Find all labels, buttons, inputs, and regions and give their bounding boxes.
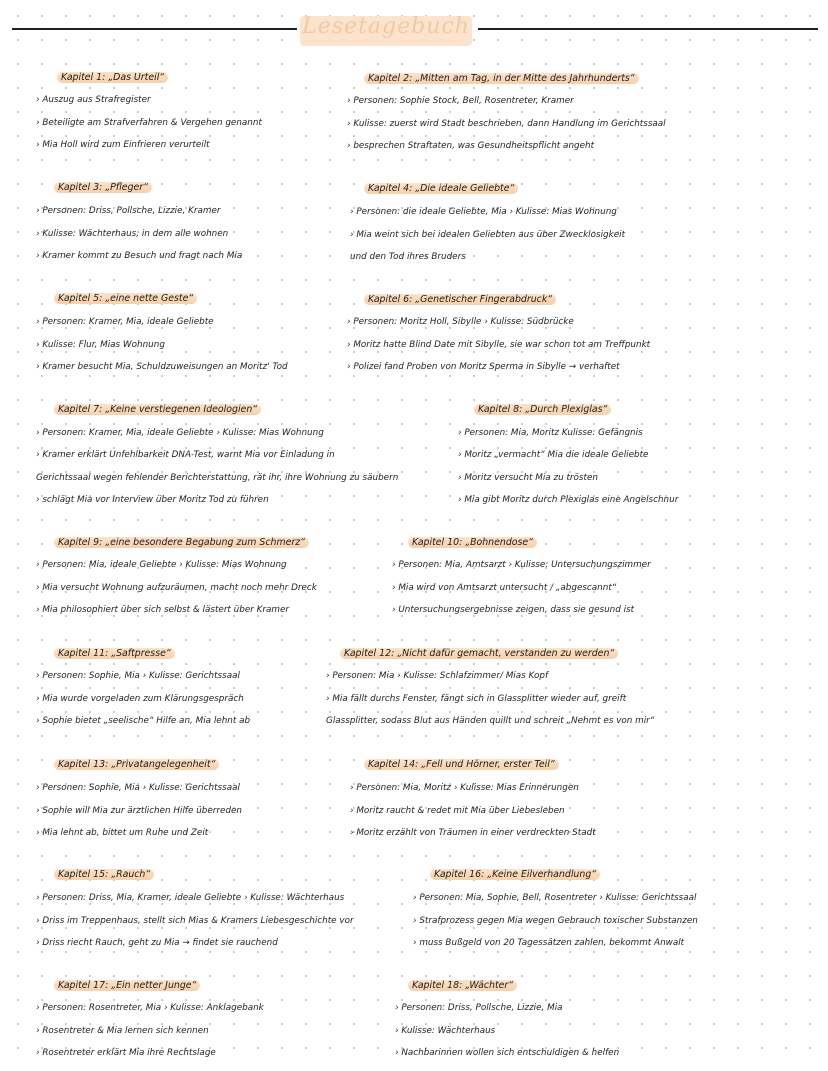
chapter-note-line: › Mia wird von Amtsarzt untersucht / „abgescannt“ <box>392 582 617 593</box>
chapter-note-line: › Moritz erzählt von Träumen in einer verdreckten Stadt <box>350 828 596 838</box>
chapter-note-line: › Strafprozess gegen Mia wegen Gebrauch toxischer Substanzen <box>413 915 698 926</box>
header-rule-left <box>12 28 297 30</box>
chapter-note-line: › Personen: Kramer, Mia, ideale Geliebte <box>36 317 214 327</box>
chapter-note-line: › Polizei fand Proben von Moritz Sperma in Sibylle → verhaftet <box>347 362 620 372</box>
chapter-note-line: › Personen: Driss, Pollsche, Lizzie, Mia <box>395 1003 563 1013</box>
chapter-heading: Kapitel 10: „Bohnendose“ <box>408 537 537 548</box>
chapter-note-line: › Personen: Kramer, Mia, ideale Geliebte › Kulisse: Mias Wohnung <box>36 428 324 438</box>
chapter-note-line: › Kramer erklärt Unfehlbarkeit DNA-Test, warnt Mia vor Einladung in <box>36 450 335 461</box>
chapter-note-line: › Personen: Mia, Amtsarzt › Kulisse: Untersuchungszimmer <box>392 560 651 570</box>
chapter-note-line: und den Tod ihres Bruders <box>350 252 466 262</box>
chapter-heading: Kapitel 8: „Durch Plexiglas“ <box>474 404 611 415</box>
chapter-note-line: › Personen: Mia, ideale Geliebte › Kulisse: Mias Wohnung <box>36 560 287 570</box>
chapter-note-line: › muss Bußgeld von 20 Tagessätzen zahlen, bekommt Anwalt <box>413 938 685 948</box>
chapter-heading: Kapitel 1: „Das Urteil“ <box>57 72 168 83</box>
chapter-heading: Kapitel 5: „eine nette Geste“ <box>54 293 197 304</box>
chapter-note-line: › Nachbarinnen wollen sich entschuldigen & helfen <box>395 1048 620 1058</box>
chapter-note-line: › Personen: Rosentreter, Mia › Kulisse: Anklagebank <box>36 1003 264 1013</box>
chapter-heading: Kapitel 15: „Rauch“ <box>54 869 154 880</box>
chapter-note-line: › Mia Holl wird zum Einfrieren verurteilt <box>36 140 210 150</box>
chapter-note-line: Gerichtssaal wegen fehlender Berichterstattung, rät ihr, ihre Wohnung zu säubern <box>36 472 399 483</box>
chapter-note-line: › Mia versucht Wohnung aufzuräumen, macht noch mehr Dreck <box>36 582 317 593</box>
chapter-note-line: › Moritz hatte Blind Date mit Sibylle, sie war schon tot am Treffpunkt <box>347 339 651 350</box>
header-rule-right <box>478 28 818 30</box>
chapter-note-line: › Sophie will Mia zur ärztlichen Hilfe überreden <box>36 805 242 816</box>
chapter-note-line: › schlägt Mia vor Interview über Moritz Tod zu führen <box>36 494 269 505</box>
chapter-note-line: › Personen: Mia, Sophie, Bell, Rosentreter › Kulisse: Gerichtssaal <box>413 893 697 903</box>
chapter-note-line: › Kulisse: zuerst wird Stadt beschrieben, dann Handlung im Gerichtssaal <box>347 118 666 129</box>
chapter-note-line: › Mia weint sich bei idealen Geliebten aus über Zwecklosigkeit <box>350 229 626 240</box>
chapter-heading: Kapitel 6: „Genetischer Fingerabdruck“ <box>364 294 556 305</box>
chapter-heading: Kapitel 13: „Privatangelegenheit“ <box>54 759 219 770</box>
chapter-note-line: › Mia lehnt ab, bittet um Ruhe und Zeit <box>36 828 209 838</box>
chapter-note-line: › Untersuchungsergebnisse zeigen, dass sie gesund ist <box>392 605 635 615</box>
chapter-note-line: › Mia gibt Moritz durch Plexiglas eine Angelschnur <box>458 494 679 505</box>
chapter-note-line: › Moritz „vermacht“ Mia die ideale Geliebte <box>458 450 649 461</box>
chapter-heading: Kapitel 7: „Keine verstiegenen Ideologien“ <box>54 404 261 415</box>
chapter-note-line: › Auszug aus Strafregister <box>36 95 151 105</box>
chapter-note-line: › Personen: die ideale Geliebte, Mia › Kulisse: Mias Wohnung <box>350 207 617 217</box>
chapter-heading: Kapitel 3: „Pfleger“ <box>54 182 152 193</box>
chapter-note-line: › Kulisse: Wächterhaus, in dem alle wohnen <box>36 228 229 239</box>
chapter-heading: Kapitel 18: „Wächter“ <box>408 980 517 991</box>
chapter-note-line: › Kramer kommt zu Besuch und fragt nach Mia <box>36 251 243 261</box>
chapter-note-line: Glassplitter, sodass Blut aus Händen quillt und schreit „Nehmt es von mir“ <box>326 716 655 726</box>
chapter-note-line: › Kramer besucht Mia, Schuldzuweisungen an Moritz' Tod <box>36 362 288 372</box>
page-title: Lesetagebuch <box>302 14 470 39</box>
chapter-note-line: › Driss riecht Rauch, geht zu Mia → findet sie rauchend <box>36 938 278 948</box>
chapter-note-line: › Mia fällt durchs Fenster, fängt sich in Glassplitter wieder auf, greift <box>326 693 627 704</box>
chapter-note-line: › Personen: Sophie, Mia › Kulisse: Gerichtssaal <box>36 671 240 681</box>
chapter-note-line: › Rosentreter erklärt Mia ihre Rechtslage <box>36 1048 216 1058</box>
chapter-note-line: › Personen: Sophie, Mia › Kulisse: Gerichtssaal <box>36 783 240 793</box>
chapter-note-line: › Mia wurde vorgeladen zum Klärungsgespräch <box>36 693 244 704</box>
chapter-note-line: › Moritz versucht Mia zu trösten <box>458 472 598 483</box>
chapter-heading: Kapitel 14: „Fell und Hörner, erster Teil“ <box>364 759 559 770</box>
chapter-heading: Kapitel 17: „Ein netter Junge“ <box>54 980 200 991</box>
chapter-heading: Kapitel 9: „eine besondere Begabung zum Schmerz“ <box>54 537 309 548</box>
chapter-heading: Kapitel 11: „Saftpresse“ <box>54 648 175 659</box>
chapter-note-line: › Kulisse: Wächterhaus <box>395 1025 496 1036</box>
chapter-heading: Kapitel 16: „Keine Eilverhandlung“ <box>430 869 600 880</box>
chapter-note-line: › Rosentreter & Mia lernen sich kennen <box>36 1025 209 1036</box>
chapter-heading: Kapitel 4: „Die ideale Geliebte“ <box>364 183 518 194</box>
chapter-note-line: › Personen: Driss, Pollsche, Lizzie, Kramer <box>36 206 221 216</box>
chapter-heading: Kapitel 2: „Mitten am Tag, in der Mitte des Jahrhunderts“ <box>364 73 639 84</box>
chapter-heading: Kapitel 12: „Nicht dafür gemacht, verstanden zu werden“ <box>340 648 618 659</box>
chapter-note-line: › Mia philosophiert über sich selbst & lästert über Kramer <box>36 605 290 615</box>
chapter-note-line: › Driss im Treppenhaus, stellt sich Mias & Kramers Liebesgeschichte vor <box>36 915 354 926</box>
chapter-note-line: › Sophie bietet „seelische“ Hilfe an, Mia lehnt ab <box>36 716 251 726</box>
chapter-note-line: › Personen: Mia › Kulisse: Schlafzimmer/ Mias Kopf <box>326 671 549 681</box>
chapter-note-line: › Beteiligte am Strafverfahren & Vergehen genannt <box>36 117 262 128</box>
chapter-note-line: › Moritz raucht & redet mit Mia über Liebesleben <box>350 805 565 816</box>
chapter-note-line: › Personen: Sophie Stock, Bell, Rosentreter, Kramer <box>347 96 574 106</box>
chapter-note-line: › Personen: Driss, Mia, Kramer, ideale Geliebte › Kulisse: Wächterhaus <box>36 893 345 903</box>
chapter-note-line: › Personen: Moritz Holl, Sibylle › Kulisse: Südbrücke <box>347 317 574 327</box>
chapter-note-line: › Kulisse: Flur, Mias Wohnung <box>36 339 165 350</box>
chapter-note-line: › Personen: Mia, Moritz › Kulisse: Mias Erinnerungen <box>350 783 579 793</box>
chapter-note-line: › Personen: Mia, Moritz Kulisse: Gefängnis <box>458 428 643 438</box>
chapter-note-line: › besprechen Straftaten, was Gesundheitspflicht angeht <box>347 141 595 151</box>
page-header <box>0 8 828 48</box>
